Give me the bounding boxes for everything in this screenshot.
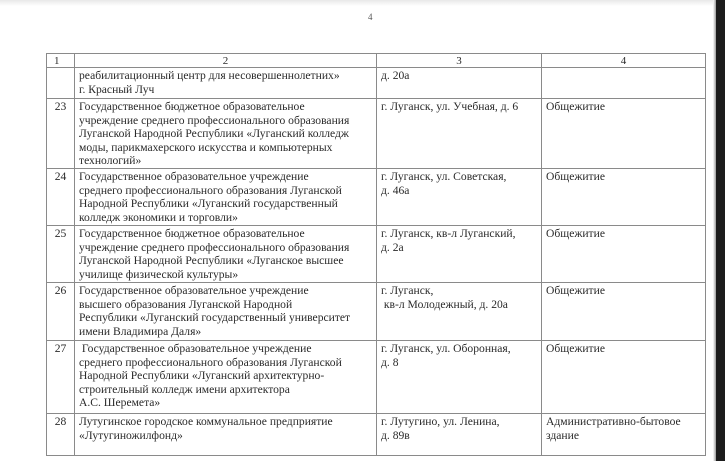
organization-line: «Лутугиножилфонд» [79,428,183,442]
address-cell [377,413,542,455]
organization-line: имени Владимира Даля» [79,324,202,338]
purpose-cell [542,99,706,169]
table-row [47,413,706,455]
organization-line: училище физической культуры» [79,267,239,281]
organization-cell [75,68,377,99]
purpose-line: Общежитие [546,169,605,183]
organization-line: Государственное образовательное учреждение [79,341,312,355]
address-cell [377,99,542,169]
scan-top-shadow [0,0,716,6]
table-row [47,282,706,340]
organization-line: Луганской Народной Республики «Луганский колледж [79,127,349,141]
organization-line: г. Красный Луч [79,82,155,96]
row-number [47,68,75,99]
organization-line: колледж экономики и торговли» [79,210,238,224]
organization-line: технологий» [79,154,142,168]
purpose-line: Административно-бытовое [546,414,681,428]
page-number: 4 [368,12,373,22]
organization-line: учреждение среднего профессионального образования [79,113,350,127]
header-col-2: 2 [75,54,377,68]
row-number: 26 [47,282,75,340]
organization-line: среднего профессионального образования Луганской [79,183,342,197]
table-header-row [47,54,706,68]
address-line: г. Луганск, кв-л Луганский, [381,226,516,240]
objects-table [46,53,706,456]
address-line: д. 46а [381,183,410,197]
organization-line: Государственное бюджетное образовательное [79,226,305,240]
purpose-line: здание [546,428,579,442]
address-cell [377,282,542,340]
address-line: г. Луганск, [381,283,434,297]
row-number: 28 [47,413,75,455]
organization-cell [75,168,377,225]
organization-line: среднего профессионального образования Луганской [79,355,342,369]
organization-line: Государственное образовательное учреждение [79,169,309,183]
purpose-cell [542,68,706,99]
header-col-3: 3 [377,54,542,68]
row-number: 23 [47,99,75,169]
organization-cell [75,340,377,413]
organization-line: высшего образования Луганской Народной [79,297,293,311]
purpose-cell [542,282,706,340]
purpose-cell [542,340,706,413]
address-line: г. Лутугино, ул. Ленина, [381,414,500,428]
purpose-cell [542,225,706,282]
purpose-line: Общежитие [546,100,605,113]
address-line: д. 2а [381,240,404,254]
address-line: кв-л Молодежный, д. 20а [381,297,508,311]
organization-cell [75,225,377,282]
organization-line: Лутугинское городское коммунальное предприятие [79,414,333,428]
address-line: д. 20а [381,69,410,82]
header-col-1: 1 [47,54,75,68]
organization-cell [75,282,377,340]
organization-line: Республики «Луганский государственный университет [79,311,351,325]
purpose-line: Общежитие [546,283,605,297]
organization-line: моды, парикмахерского искусства и компьютерных [79,140,333,154]
organization-line: реабилитационный центр для несовершеннолетних» [79,69,340,82]
purpose-line: Общежитие [546,226,605,240]
address-line: д. 89в [381,428,410,442]
address-cell [377,340,542,413]
table-row [47,99,706,169]
organization-line: А.С. Шеремета» [79,396,161,410]
purpose-cell [542,168,706,225]
organization-line: строительный колледж имени архитектора [79,382,290,396]
address-line: г. Луганск, ул. Учебная, д. 6 [381,100,519,113]
table-row [47,168,706,225]
address-line: г. Луганск, ул. Советская, [381,169,507,183]
organization-line: Народной Республики «Луганский архитектурно- [79,369,325,383]
organization-cell [75,99,377,169]
scan-right-edge [716,0,725,461]
table-row-continuation [47,68,706,99]
table-row [47,225,706,282]
organization-line: Народной Республики «Луганский государственный [79,197,338,211]
address-cell [377,68,542,99]
address-line: д. 8 [381,355,399,369]
table-row [47,340,706,413]
organization-line: Луганской Народной Республики «Луганское высшее [79,254,344,268]
purpose-line: Общежитие [546,341,605,355]
organization-line: Государственное бюджетное образовательное [79,100,305,113]
organization-line: Государственное образовательное учреждение [79,283,309,297]
organization-line: учреждение среднего профессионального образования [79,240,350,254]
address-cell [377,225,542,282]
address-line: г. Луганск, ул. Оборонная, [381,341,511,355]
row-number: 24 [47,168,75,225]
organization-cell [75,413,377,455]
address-cell [377,168,542,225]
row-number: 27 [47,340,75,413]
header-col-4: 4 [542,54,706,68]
purpose-cell [542,413,706,455]
row-number: 25 [47,225,75,282]
